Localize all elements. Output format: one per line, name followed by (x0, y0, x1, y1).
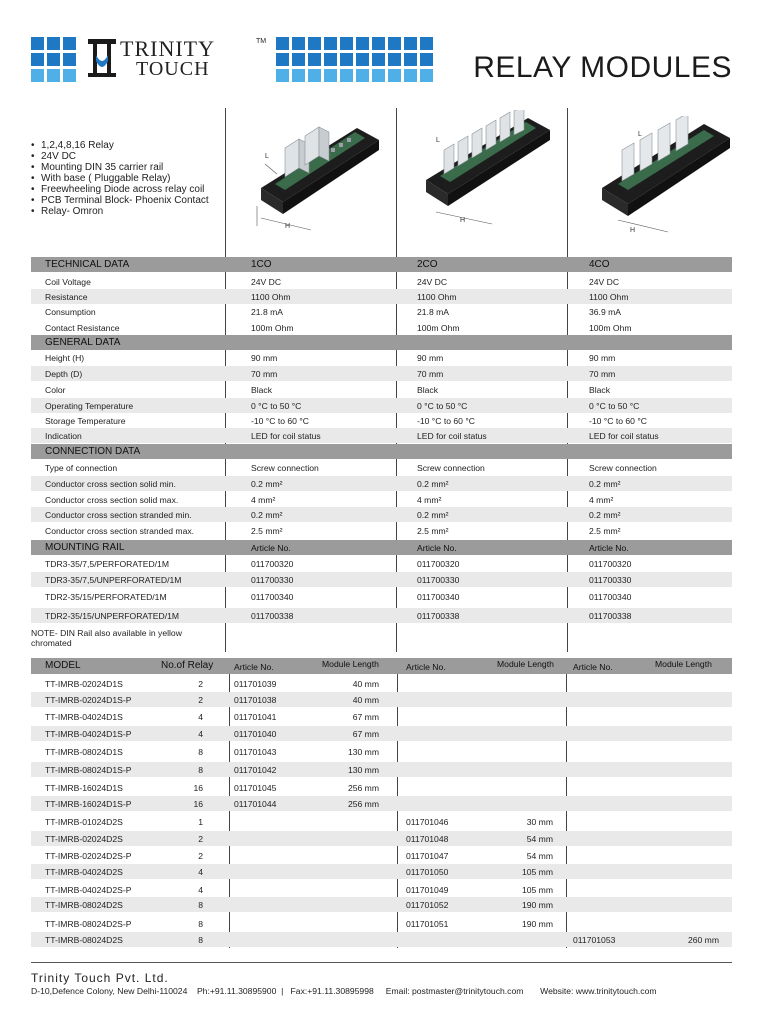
rail-article-no: 011700330 (589, 575, 632, 585)
rail-name: TDR2-35/15/PERFORATED/1M (45, 592, 167, 602)
spec-row (31, 320, 732, 335)
model-code: TT-IMRB-02024D2S-P (45, 851, 132, 861)
spec-value: Screw connection (589, 463, 657, 473)
spec-row (31, 428, 732, 443)
article-no: 011701049 (406, 885, 449, 895)
rail-name: TDR2-35/15/UNPERFORATED/1M (45, 611, 180, 621)
model-row (31, 692, 732, 707)
article-no: 011701038 (234, 695, 277, 705)
relay-count: 2 (198, 679, 203, 689)
spec-value: Black (417, 385, 439, 395)
rail-article-no: 011700330 (251, 575, 294, 585)
spec-row (31, 507, 732, 522)
model-row (31, 814, 732, 829)
section-title: TECHNICAL DATA (45, 259, 130, 270)
article-no: 011701043 (234, 747, 277, 757)
model-code: TT-IMRB-08024D2S (45, 900, 123, 910)
article-no: 011701048 (406, 834, 449, 844)
model-code: TT-IMRB-16024D1S (45, 783, 123, 793)
spec-value: 36.9 mA (589, 307, 622, 317)
module-length: 190 mm (521, 900, 553, 910)
article-no: 011701046 (406, 817, 449, 827)
model-code: TT-IMRB-04024D1S-P (45, 729, 132, 739)
separator: | (281, 986, 284, 996)
relay-count: 4 (198, 729, 203, 739)
spec-value: 2.5 mm² (251, 526, 283, 536)
model-code: TT-IMRB-02024D2S (45, 834, 123, 844)
model-row (31, 762, 732, 777)
article-no: 011701047 (406, 851, 449, 861)
feature-list (31, 140, 226, 217)
relay-module-4co-image (596, 116, 736, 234)
feature-item: • Relay- Omron (31, 206, 226, 217)
section-title: MOUNTING RAIL (45, 542, 125, 553)
model-row (31, 864, 732, 879)
article-no-heading: Article No. (417, 543, 457, 553)
module-length: 256 mm (347, 783, 379, 793)
svg-text:L: L (265, 153, 269, 160)
email: Email: postmaster@trinitytouch.com (385, 986, 524, 996)
model-row (31, 916, 732, 931)
spec-value: 24V DC (417, 277, 448, 287)
rail-row (31, 556, 732, 571)
article-no-heading: Article No. (573, 662, 613, 672)
spec-value: 0.2 mm² (251, 479, 283, 489)
column-title-1co: 1CO (251, 259, 272, 270)
spec-row (31, 460, 732, 475)
svg-text:L: L (638, 131, 642, 138)
mounting-rail-header (31, 540, 732, 555)
rail-article-no: 011700320 (417, 559, 460, 569)
article-no: 011701039 (234, 679, 277, 689)
spec-value: Black (251, 385, 273, 395)
spec-row (31, 274, 732, 289)
phone: Ph:+91.11.30895900 (196, 986, 277, 996)
spec-value: -10 °C to 60 °C (589, 416, 647, 426)
rail-article-no: 011700320 (251, 559, 294, 569)
spec-label: Conductor cross section stranded min. (45, 510, 192, 520)
relay-count: 4 (198, 885, 203, 895)
spec-value: 2.5 mm² (417, 526, 449, 536)
spec-value: LED for coil status (589, 431, 659, 441)
spec-value: 90 mm (589, 353, 616, 363)
relay-count: 16 (193, 799, 203, 809)
rail-article-no: 011700320 (589, 559, 632, 569)
rail-row (31, 589, 732, 604)
relay-count: 4 (198, 867, 203, 877)
spec-value: -10 °C to 60 °C (417, 416, 475, 426)
spec-value: LED for coil status (251, 431, 321, 441)
footer-divider (31, 962, 732, 963)
spec-label: Consumption (45, 307, 96, 317)
rail-article-no: 011700330 (417, 575, 460, 585)
spec-value: 4 mm² (589, 495, 614, 505)
svg-text:L: L (436, 137, 440, 144)
article-no-heading: Article No. (234, 662, 274, 672)
relay-count: 2 (198, 695, 203, 705)
article-no-heading: Article No. (406, 662, 446, 672)
rail-article-no: 011700338 (251, 611, 294, 621)
model-code: TT-IMRB-04024D2S-P (45, 885, 132, 895)
spec-label: Resistance (45, 292, 88, 302)
spec-value: 70 mm (589, 369, 616, 379)
article-no: 011701053 (573, 935, 616, 945)
relay-count: 16 (193, 783, 203, 793)
module-length: 130 mm (347, 747, 379, 757)
relay-count: 1 (198, 817, 203, 827)
model-code: TT-IMRB-04024D2S (45, 867, 123, 877)
module-length: 67 mm (352, 712, 379, 722)
module-length: 256 mm (347, 799, 379, 809)
spec-label: Height (H) (45, 353, 85, 363)
feature-item: • With base ( Pluggable Relay) (31, 173, 226, 184)
module-length: 30 mm (526, 817, 553, 827)
spec-row (31, 289, 732, 304)
relay-count: 8 (198, 765, 203, 775)
module-length-heading: Module Length (655, 659, 712, 669)
article-no: 011701051 (406, 919, 449, 929)
module-length: 67 mm (352, 729, 379, 739)
spec-value: 0 °C to 50 °C (251, 401, 302, 411)
spec-row (31, 398, 732, 413)
module-length: 105 mm (521, 885, 553, 895)
feature-item: • Mounting DIN 35 carrier rail (31, 162, 226, 173)
relay-count: 8 (198, 919, 203, 929)
spec-value: 0.2 mm² (251, 510, 283, 520)
spec-row (31, 492, 732, 507)
spec-value: 1100 Ohm (589, 292, 629, 302)
module-length: 54 mm (526, 834, 553, 844)
address: D-10,Defence Colony, New Delhi-110024 (31, 986, 188, 996)
logo-blocks-right (276, 37, 433, 82)
spec-value: Screw connection (417, 463, 485, 473)
spec-value: 21.8 mA (251, 307, 284, 317)
relay-count: 4 (198, 712, 203, 722)
article-no: 011701040 (234, 729, 277, 739)
technical-data-header (31, 257, 732, 272)
svg-text:H: H (285, 223, 291, 230)
article-no-heading: Article No. (251, 543, 291, 553)
spec-value: 100m Ohm (251, 323, 294, 333)
rail-name: TDR3-35/7,5/UNPERFORATED/1M (45, 575, 182, 585)
rail-article-no: 011700338 (589, 611, 632, 621)
spec-value: 90 mm (417, 353, 444, 363)
brand-line-2: TOUCH (136, 58, 210, 80)
relay-count: 8 (198, 900, 203, 910)
model-code: TT-IMRB-08024D2S-P (45, 919, 132, 929)
rail-article-no: 011700340 (589, 592, 632, 602)
trademark-mark: TM (256, 38, 267, 45)
rail-row (31, 608, 732, 623)
feature-item: • PCB Terminal Block- Phoenix Contact (31, 195, 226, 206)
spec-row (31, 523, 732, 538)
logo-blocks-left (31, 37, 76, 82)
spec-value: 100m Ohm (589, 323, 632, 333)
connection-data-header (31, 444, 732, 459)
spec-label: Depth (D) (45, 369, 83, 379)
module-length: 260 mm (687, 935, 719, 945)
fax: Fax:+91.11.30895998 (290, 986, 374, 996)
spec-label: Indication (45, 431, 82, 441)
relay-count: 2 (198, 851, 203, 861)
model-heading: MODEL (45, 660, 81, 671)
spec-value: Screw connection (251, 463, 319, 473)
document-title: RELAY MODULES (473, 51, 732, 84)
section-title: CONNECTION DATA (45, 446, 141, 457)
spec-label: Storage Temperature (45, 416, 126, 426)
spec-row (31, 304, 732, 319)
model-table-header (31, 658, 732, 674)
spec-label: Color (45, 385, 66, 395)
relay-count: 8 (198, 747, 203, 757)
module-length: 105 mm (521, 867, 553, 877)
spec-value: 24V DC (589, 277, 620, 287)
article-no-heading: Article No. (589, 543, 629, 553)
rail-name: TDR3-35/7,5/PERFORATED/1M (45, 559, 170, 569)
rail-row (31, 572, 732, 587)
general-data-header (31, 335, 732, 350)
spec-label: Coil Voltage (45, 277, 91, 287)
spec-value: 4 mm² (417, 495, 442, 505)
article-no: 011701041 (234, 712, 277, 722)
spec-value: 2.5 mm² (589, 526, 621, 536)
spec-label: Conductor cross section solid min. (45, 479, 176, 489)
spec-value: 21.8 mA (417, 307, 450, 317)
spec-value: 1100 Ohm (417, 292, 457, 302)
relay-module-2co-image (416, 110, 556, 228)
article-no: 011701042 (234, 765, 277, 775)
rail-article-no: 011700340 (417, 592, 460, 602)
spec-label: Conductor cross section stranded max. (45, 526, 195, 536)
model-row (31, 796, 732, 811)
module-length: 130 mm (347, 765, 379, 775)
spec-value: Black (589, 385, 611, 395)
rail-article-no: 011700340 (251, 592, 294, 602)
model-row (31, 780, 732, 795)
model-row (31, 848, 732, 863)
spec-row (31, 413, 732, 428)
article-no: 011701045 (234, 783, 277, 793)
spec-value: 1100 Ohm (251, 292, 291, 302)
svg-text:H: H (460, 217, 466, 224)
model-code: TT-IMRB-08024D2S (45, 935, 123, 945)
feature-item: • 24V DC (31, 151, 226, 162)
spec-value: 0 °C to 50 °C (589, 401, 640, 411)
feature-item: • 1,2,4,8,16 Relay (31, 140, 226, 151)
model-row (31, 676, 732, 691)
spec-value: 24V DC (251, 277, 282, 287)
spec-value: 4 mm² (251, 495, 276, 505)
spec-value: 0.2 mm² (589, 479, 621, 489)
model-row (31, 831, 732, 846)
model-code: TT-IMRB-08024D1S-P (45, 765, 132, 775)
relay-count: 2 (198, 834, 203, 844)
model-row (31, 882, 732, 897)
spec-value: -10 °C to 60 °C (251, 416, 309, 426)
feature-item: • Freewheeling Diode across relay coil (31, 184, 226, 195)
model-row (31, 726, 732, 741)
website: Website: www.trinitytouch.com (540, 986, 657, 996)
model-code: TT-IMRB-01024D2S (45, 817, 123, 827)
model-code: TT-IMRB-02024D1S (45, 679, 123, 689)
article-no: 011701052 (406, 900, 449, 910)
model-row (31, 744, 732, 759)
spec-label: Conductor cross section solid max. (45, 495, 179, 505)
spec-value: 90 mm (251, 353, 278, 363)
spec-label: Type of connection (45, 463, 118, 473)
spec-row (31, 382, 732, 397)
model-code: TT-IMRB-08024D1S (45, 747, 123, 757)
model-row (31, 897, 732, 912)
trident-icon (86, 37, 118, 79)
column-title-2co: 2CO (417, 259, 438, 270)
relay-count: 8 (198, 935, 203, 945)
column-title-4co: 4CO (589, 259, 610, 270)
brand-line-1: TRINITY (120, 36, 215, 61)
module-length-heading: Module Length (497, 659, 554, 669)
model-code: TT-IMRB-16024D1S-P (45, 799, 132, 809)
spec-value: 70 mm (417, 369, 444, 379)
spec-value: 0 °C to 50 °C (417, 401, 468, 411)
rail-note: NOTE- DIN Rail also available in yellow chromated (31, 628, 182, 648)
spec-value: 0.2 mm² (589, 510, 621, 520)
relay-count-heading: No.of Relay (161, 660, 214, 671)
module-length: 54 mm (526, 851, 553, 861)
relay-module-1co-image (247, 118, 387, 236)
module-length: 40 mm (352, 695, 379, 705)
module-length: 40 mm (352, 679, 379, 689)
model-code: TT-IMRB-02024D1S-P (45, 695, 132, 705)
article-no: 011701044 (234, 799, 277, 809)
spec-value: 0.2 mm² (417, 479, 449, 489)
spec-row (31, 476, 732, 491)
article-no: 011701050 (406, 867, 449, 877)
spec-value: 70 mm (251, 369, 278, 379)
model-code: TT-IMRB-04024D1S (45, 712, 123, 722)
trinity-touch-logo (86, 36, 276, 80)
spec-label: Contact Resistance (45, 323, 120, 333)
spec-value: 0.2 mm² (417, 510, 449, 520)
module-length: 190 mm (521, 919, 553, 929)
svg-text:H: H (630, 227, 636, 234)
spec-row (31, 366, 732, 381)
spec-value: LED for coil status (417, 431, 487, 441)
rail-article-no: 011700338 (417, 611, 460, 621)
module-length-heading: Module Length (322, 659, 379, 669)
model-row (31, 709, 732, 724)
spec-value: 100m Ohm (417, 323, 460, 333)
footer-contact (31, 986, 657, 996)
spec-row (31, 350, 732, 365)
spec-label: Operating Temperature (45, 401, 134, 411)
model-row (31, 932, 732, 947)
company-name: Trinity Touch Pvt. Ltd. (31, 971, 169, 985)
section-title: GENERAL DATA (45, 337, 121, 348)
